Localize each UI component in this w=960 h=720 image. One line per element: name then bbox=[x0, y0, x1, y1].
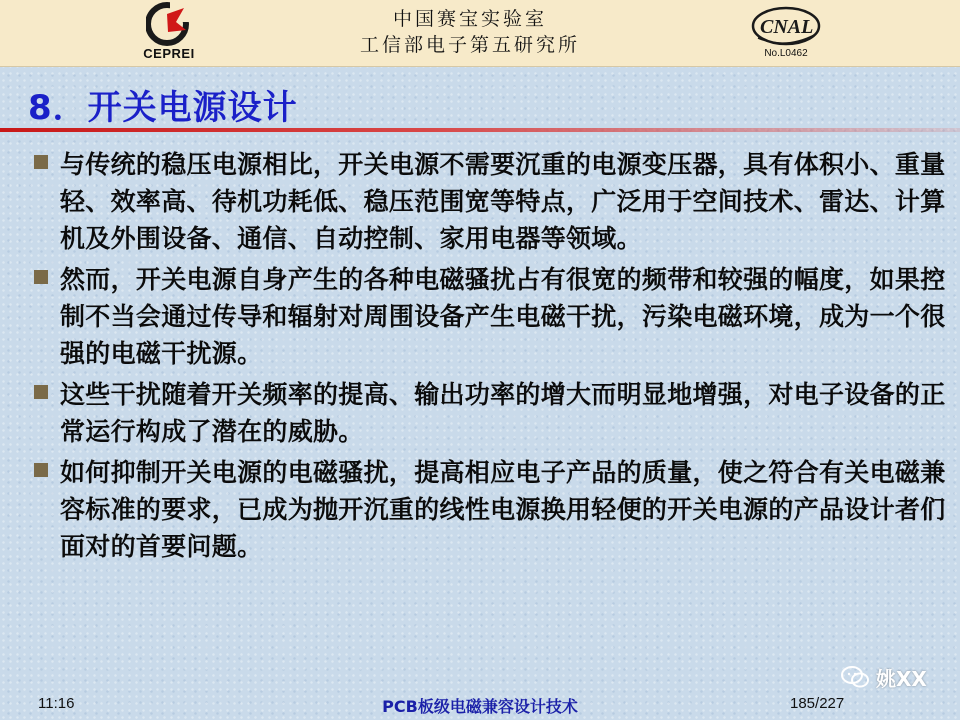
svg-text:CNAL: CNAL bbox=[760, 16, 814, 38]
footer-time: 11:16 bbox=[38, 695, 75, 712]
bullet-text: 这些干扰随着开关频率的提高、输出功率的增大而明显地增强，对电子设备的正常运行构成了潜在的威胁。 bbox=[60, 380, 946, 446]
bullet-item bbox=[30, 454, 950, 565]
slide-title: 8．开关电源设计 bbox=[28, 88, 298, 128]
footer-title: PCB板级电磁兼容设计技术 bbox=[382, 697, 578, 716]
bullet-item bbox=[30, 376, 950, 450]
ceprei-logo-mark-icon bbox=[146, 2, 192, 46]
wechat-icon bbox=[840, 664, 870, 690]
bullet-item bbox=[30, 261, 950, 372]
page-number: 185/227 bbox=[790, 695, 845, 712]
bullet-text: 然而，开关电源自身产生的各种电磁骚扰占有很宽的频带和较强的幅度，如果控制不当会通过传导和辐射对周围设备产生电磁干扰，污染电磁环境，成为一个很强的电磁干扰源。 bbox=[60, 265, 946, 368]
watermark bbox=[840, 662, 927, 692]
ceprei-logo bbox=[112, 0, 222, 66]
slide-content bbox=[30, 146, 950, 569]
ceprei-logo-text: CEPREI bbox=[143, 46, 195, 61]
cnal-logo-mark-icon bbox=[750, 4, 822, 48]
slide-header bbox=[0, 0, 960, 67]
title-divider bbox=[0, 128, 960, 132]
institution-title-line1: 中国赛宝实验室 bbox=[392, 8, 547, 30]
bullet-text: 与传统的稳压电源相比，开关电源不需要沉重的电源变压器，具有体积小、重量轻、效率高、待机功耗低、稳压范围宽等特点，广泛用于空间技术、雷达、计算机及外围设备、通信、自动控制、家用电器等领域。 bbox=[60, 150, 946, 253]
institution-title bbox=[300, 6, 640, 58]
bullet-text: 如何抑制开关电源的电磁骚扰，提高相应电子产品的质量，使之符合有关电磁兼容标准的要求，已成为抛开沉重的线性电源换用轻便的开关电源的产品设计者们面对的首要问题。 bbox=[60, 458, 946, 561]
cnal-logo-text: No.L0462 bbox=[764, 48, 808, 59]
square-bullet-icon bbox=[34, 155, 48, 169]
watermark-text: 姚XX bbox=[876, 666, 927, 691]
cnal-logo bbox=[744, 4, 828, 64]
bullet-item bbox=[30, 146, 950, 257]
institution-title-line2: 工信部电子第五研究所 bbox=[359, 34, 580, 56]
square-bullet-icon bbox=[34, 385, 48, 399]
square-bullet-icon bbox=[34, 463, 48, 477]
square-bullet-icon bbox=[34, 270, 48, 284]
